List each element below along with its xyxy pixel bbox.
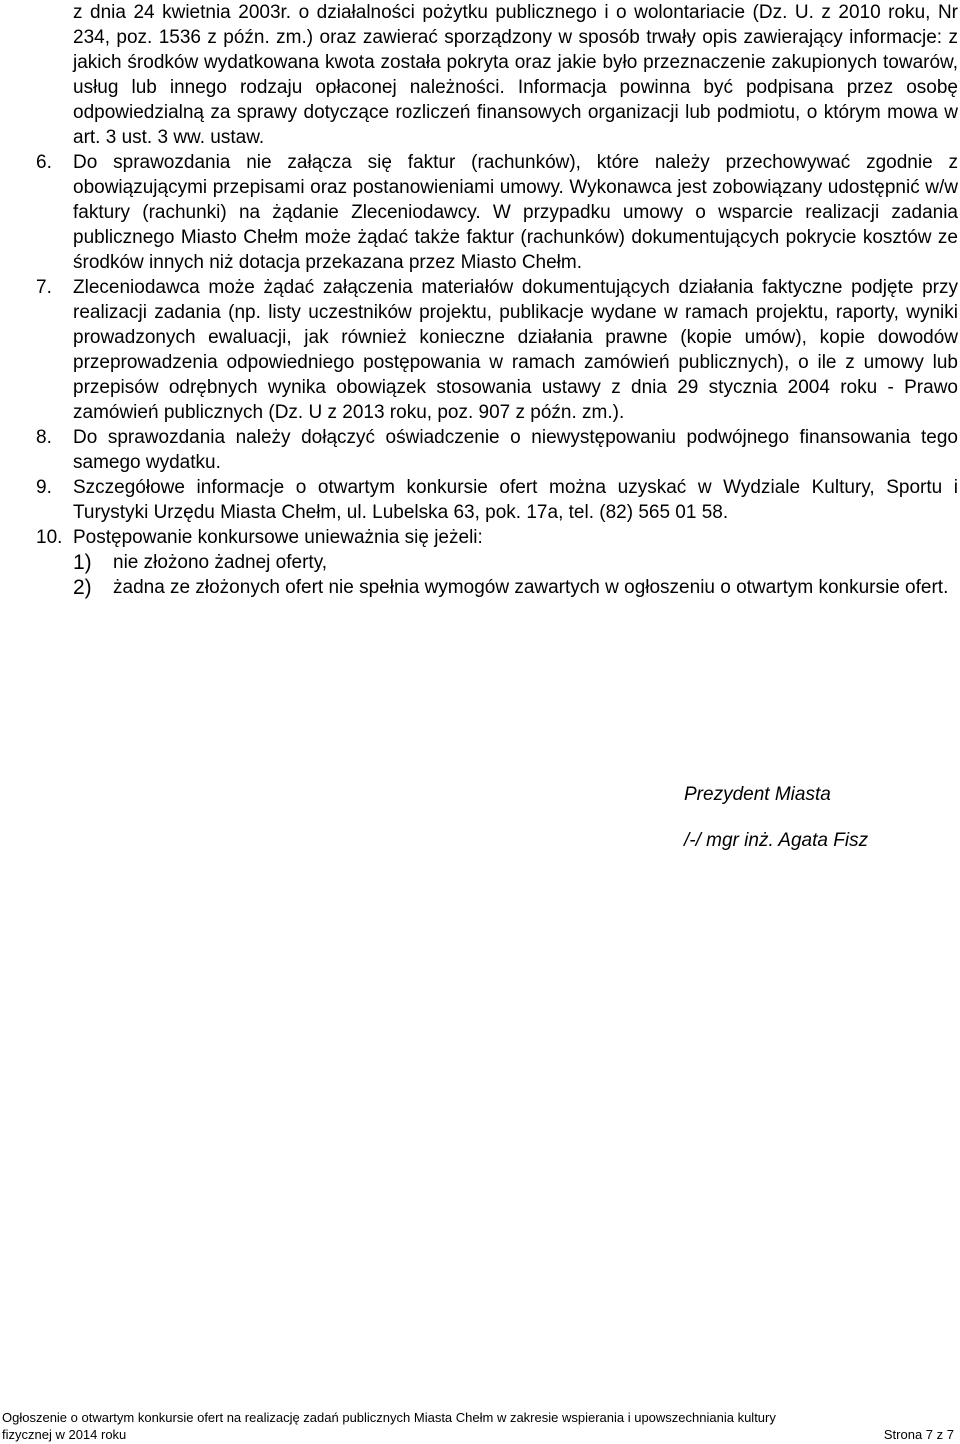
list-item-6 bbox=[36, 150, 958, 275]
signature-title: Prezydent Miasta bbox=[684, 784, 831, 805]
footer-second-line bbox=[2, 1426, 954, 1443]
footer-text: Ogłoszenie o otwartym konkursie ofert na realizację zadań publicznych Miasta Chełm w zakresie wspierania i upowszechniania kultury bbox=[2, 1410, 776, 1425]
document-body bbox=[36, 0, 958, 600]
page-number: Strona 7 z 7 bbox=[883, 1427, 954, 1442]
list-item-7 bbox=[36, 275, 958, 425]
page-footer bbox=[2, 1409, 954, 1443]
list-item-number: 7. bbox=[36, 277, 52, 298]
footer-text-continued: fizycznej w 2014 roku bbox=[2, 1427, 127, 1442]
list-item-number: 8. bbox=[36, 427, 52, 448]
list-item-text: Postępowanie konkursowe unieważnia się jeżeli: bbox=[73, 527, 483, 548]
list-item-8 bbox=[36, 425, 958, 475]
list-item-9 bbox=[36, 475, 958, 525]
sub-list-item-2 bbox=[73, 575, 958, 600]
intro-paragraph: z dnia 24 kwietnia 2003r. o działalności pożytku publicznego i o wolontariacie (Dz. U. z 2010 roku, Nr 234, poz. 1536 z późn. zm.) oraz zawierać sporządzony w sposób trwały opis zawierający informacje: z jakich środków wydatkowana kwota została pokryta oraz jakie było przeznaczenie zakupionych towarów, usług lub innego rodzaju opłaconej należności. Informacja powinna być podpisana przez osobę odpowiedzialną za sprawy dotyczące rozliczeń finansowych organizacji lub podmiotu, o którym mowa w art. 3 ust. 3 ww. ustaw. bbox=[73, 2, 958, 148]
sub-list-item-text: żadna ze złożonych ofert nie spełnia wymogów zawartych w ogłoszeniu o otwartym konkursie ofert. bbox=[113, 577, 949, 598]
sub-list-item-1 bbox=[73, 550, 958, 575]
list-item-number: 6. bbox=[36, 152, 52, 173]
sub-list-item-number: 1) bbox=[73, 551, 92, 574]
sub-list-item-number: 2) bbox=[73, 576, 92, 599]
list-item-number: 9. bbox=[36, 477, 52, 498]
signature-name: /-/ mgr inż. Agata Fisz bbox=[684, 830, 869, 851]
list-item-text: Szczegółowe informacje o otwartym konkursie ofert można uzyskać w Wydziale Kultury, Sportu i Turystyki Urzędu Miasta Chełm, ul. Lubelska 63, pok. 17a, tel. (82) 565 01 58. bbox=[73, 477, 958, 523]
list-item-text: Do sprawozdania nie załącza się faktur (rachunków), które należy przechowywać zgodnie z obowiązującymi przepisami oraz postanowieniami umowy. Wykonawca jest zobowiązany udostępnić w/w faktury (rachunki) na żądanie Zleceniodawcy. W przypadku umowy o wsparcie realizacji zadania publicznego Miasto Chełm może żądać także faktur (rachunków) dokumentujących pokrycie kosztów ze środków innych niż dotacja przekazana przez Miasto Chełm. bbox=[73, 152, 958, 273]
sub-list-item-text: nie złożono żadnej oferty, bbox=[113, 552, 328, 573]
list-item-text: Zleceniodawca może żądać załączenia materiałów dokumentujących działania faktyczne podjęte przy realizacji zadania (np. listy uczestników projektu, publikacje wydane w ramach projektu, raporty, wyniki prowadzonych ewaluacji, jak również konieczne działania prawne (kopie umów), kopie dowodów przeprowadzenia odpowiedniego postępowania w ramach zamówień publicznych), o ile z umowy lub przepisów odrębnych wynika obowiązek stosowania ustawy z dnia 29 stycznia 2004 roku - Prawo zamówień publicznych (Dz. U z 2013 roku, poz. 907 z późn. zm.). bbox=[73, 277, 958, 423]
list-item-10 bbox=[36, 525, 958, 600]
list-item-text: Do sprawozdania należy dołączyć oświadczenie o niewystępowaniu podwójnego finansowania tego samego wydatku. bbox=[73, 427, 958, 473]
list-item-number: 10. bbox=[36, 527, 63, 548]
